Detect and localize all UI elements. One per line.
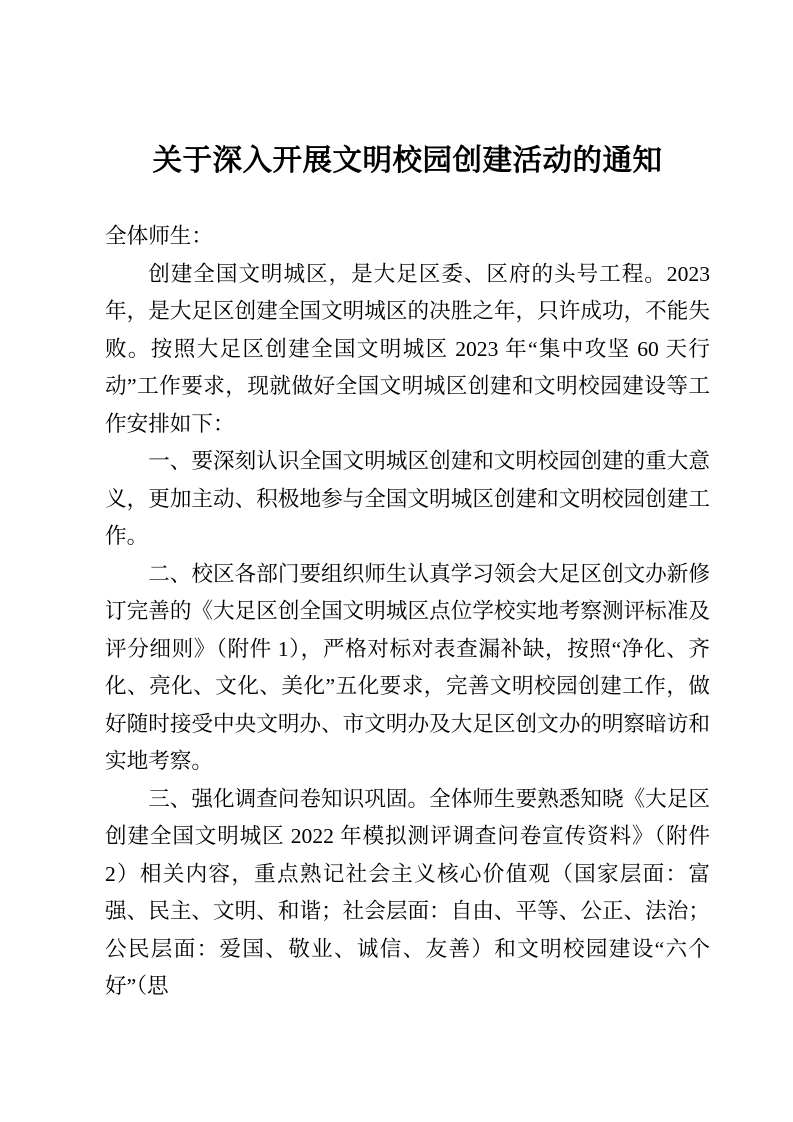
- document-title: 关于深入开展文明校园创建活动的通知: [152, 145, 663, 177]
- salutation: 全体师生：: [105, 224, 213, 248]
- paragraph-item-1: 一、要深刻认识全国文明城区创建和文明校园创建的重大意义，更加主动、积极地参与全国文明城区创建和文明校园创建工作。: [105, 449, 710, 548]
- paragraph-item-2: 二、校区各部门要组织师生认真学习领会大足区创文办新修订完善的《大足区创全国文明城区点位学校实地考察测评标准及评分细则》（附件 1），严格对标对表查漏补缺，按照“净化、齐化、亮化、文化、美化”五化要求，完善文明校园创建工作，做好随时接受中央文明办、市文明办及大足区创文办的明察暗访和实地考察。: [105, 561, 710, 773]
- paragraph-intro: 创建全国文明城区，是大足区委、区府的头号工程。2023 年，是大足区创建全国文明城区的决胜之年，只许成功，不能失败。按照大足区创建全国文明城区 2023 年“集中攻坚 60 天行动”工作要求，现就做好全国文明城区创建和文明校园建设等工作安排如下：: [105, 261, 710, 436]
- paragraph-item-3-truncated: 三、强化调查问卷知识巩固。全体师生要熟悉知晓《大足区创建全国文明城区 2022 年模拟测评调查问卷宣传资料》（附件 2）相关内容，重点熟记社会主义核心价值观（国家层面：富强、民主、文明、和谐；社会层面：自由、平等、公正、法治；公民层面：爱国、敬业、诚信、友善）和文明校园建设“六个好”（思: [105, 786, 710, 998]
